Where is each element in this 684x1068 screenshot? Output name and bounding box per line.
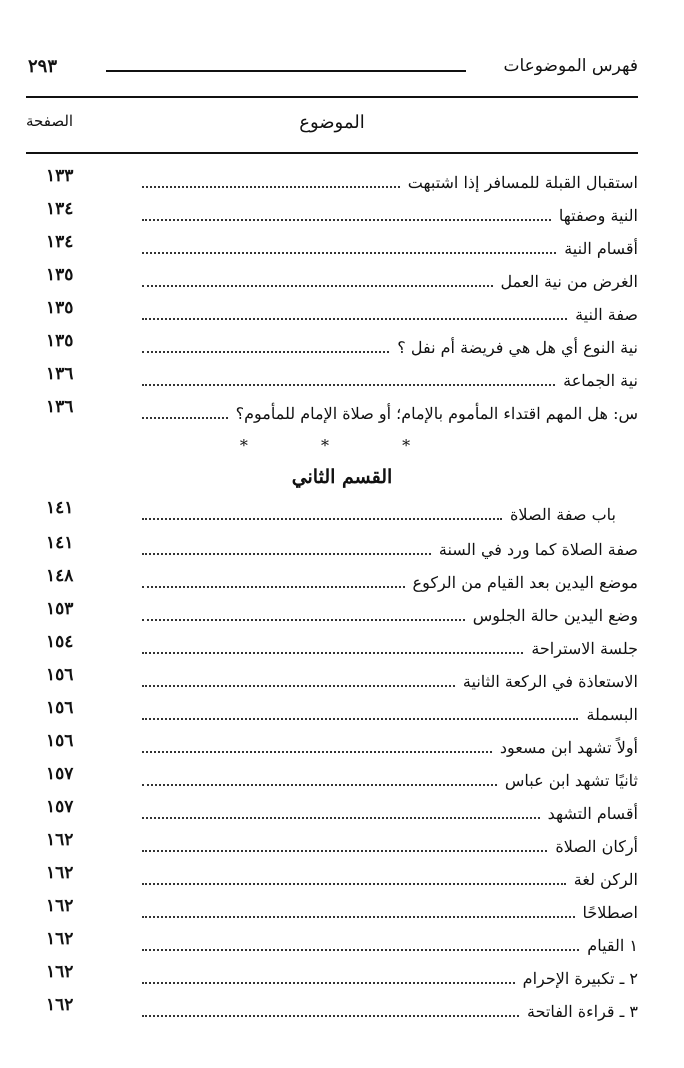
entry-title: أركان الصلاة [555,837,638,856]
section-title: القسم الثاني [291,466,393,488]
entry-title: الركن لغة [573,870,638,889]
entry-title: باب صفة الصلاة [510,505,616,524]
entry-page: ١٣٤ [46,199,74,219]
header-rule [106,70,466,72]
dot-leader [142,737,492,753]
dot-leader [142,902,575,918]
dot-leader [142,172,400,188]
entry-title: النية وصفتها [558,206,638,225]
entry-title: الغرض من نية العمل [500,272,638,291]
index-entry [46,267,638,299]
dot-leader [142,1001,519,1017]
section-separator: * * * [239,436,445,455]
entry-title: ٢ ـ تكبيرة الإحرام [522,969,638,988]
entry-title: وضع اليدين حالة الجلوس [472,606,638,625]
entry-title: استقبال القبلة للمسافر إذا اشتبهت [407,173,638,192]
index-entry [46,997,638,1029]
entry-title: أولاً تشهد ابن مسعود [499,738,638,757]
subject-column-header: الموضوع [299,112,365,133]
entry-page: ١٦٢ [46,962,74,982]
index-entry [46,700,638,732]
entry-page: ١٦٢ [46,863,74,883]
page-column-header: الصفحة [26,112,74,130]
entry-title: أقسام التشهد [547,804,638,823]
dot-leader [142,836,547,852]
index-entry [46,168,638,200]
index-entry [46,500,638,532]
entry-page: ١٦٢ [46,995,74,1015]
entry-title: صفة الصلاة كما ورد في السنة [438,540,638,559]
entry-page: ١٥٧ [46,797,74,817]
entry-page: ١٦٢ [46,929,74,949]
index-entry [46,964,638,996]
dot-leader [142,671,455,687]
dot-leader [142,304,567,320]
entry-page: ١٣٣ [46,166,74,186]
entry-title: صفة النية [575,305,638,324]
index-entry [46,634,638,666]
dot-leader [142,337,389,353]
entry-title: ١ القيام [587,936,638,955]
entry-page: ١٣٦ [46,364,74,384]
entry-page: ١٣٦ [46,397,74,417]
entry-page: ١٣٥ [46,331,74,351]
dot-leader [142,370,555,386]
index-entry [46,832,638,864]
dot-leader [142,205,551,221]
dot-leader [142,968,515,984]
index-entry [46,898,638,930]
entry-title: نية النوع أي هل هي فريضة أم نفل ؟ [397,338,638,357]
index-entry [46,399,638,431]
entry-title: ثانيًا تشهد ابن عباس [504,771,638,790]
entry-title: أقسام النية [564,239,638,258]
index-entry [46,799,638,831]
index-entry [46,234,638,266]
index-entry [46,535,638,567]
dot-leader [142,403,228,419]
entry-title: اصطلاحًا [582,903,638,922]
dot-leader [142,539,431,555]
entry-page: ١٣٥ [46,265,74,285]
index-entry [46,766,638,798]
page-number: ٢٩٣ [28,56,58,77]
dot-leader [142,704,578,720]
entry-page: ١٥٣ [46,599,74,619]
entry-page: ١٦٢ [46,896,74,916]
entry-page: ١٣٥ [46,298,74,318]
entry-page: ١٣٤ [46,232,74,252]
entry-page: ١٥٤ [46,632,74,652]
entry-title: البسملة [586,705,638,724]
entry-page: ١٤٨ [46,566,74,586]
entry-page: ١٦٢ [46,830,74,850]
index-entry [46,865,638,897]
running-header [28,56,638,90]
running-header-title: فهرس الموضوعات [503,56,638,76]
index-entry [46,667,638,699]
dot-leader [142,803,540,819]
header-divider [26,152,638,154]
entry-page: ١٥٧ [46,764,74,784]
entry-page: ١٥٦ [46,665,74,685]
dot-leader [142,869,566,885]
entry-title: ٣ ـ قراءة الفاتحة [526,1002,638,1021]
dot-leader [142,935,579,951]
index-entry [46,568,638,600]
column-headers [26,112,638,140]
dot-leader [142,572,405,588]
dot-leader [142,271,493,287]
entry-title: موضع اليدين بعد القيام من الركوع [412,573,638,592]
entry-title: نية الجماعة [563,371,638,390]
entry-page: ١٤١ [46,498,74,518]
index-entry [46,300,638,332]
entry-title: س: هل المهم اقتداء المأموم بالإمام؛ أو صلاة الإمام للمأموم؟ [235,404,638,423]
dot-leader [142,770,497,786]
index-entry [46,201,638,233]
entry-title: جلسة الاستراحة [531,639,638,658]
dot-leader [142,605,465,621]
entry-title: الاستعاذة في الركعة الثانية [462,672,638,691]
dot-leader [142,504,502,520]
index-entry [46,931,638,963]
index-entry [46,601,638,633]
index-entry [46,333,638,365]
dot-leader [142,638,523,654]
top-divider [26,96,638,98]
entry-page: ١٤١ [46,533,74,553]
entry-page: ١٥٦ [46,731,74,751]
dot-leader [142,238,556,254]
entry-page: ١٥٦ [46,698,74,718]
index-entry [46,733,638,765]
index-entry [46,366,638,398]
